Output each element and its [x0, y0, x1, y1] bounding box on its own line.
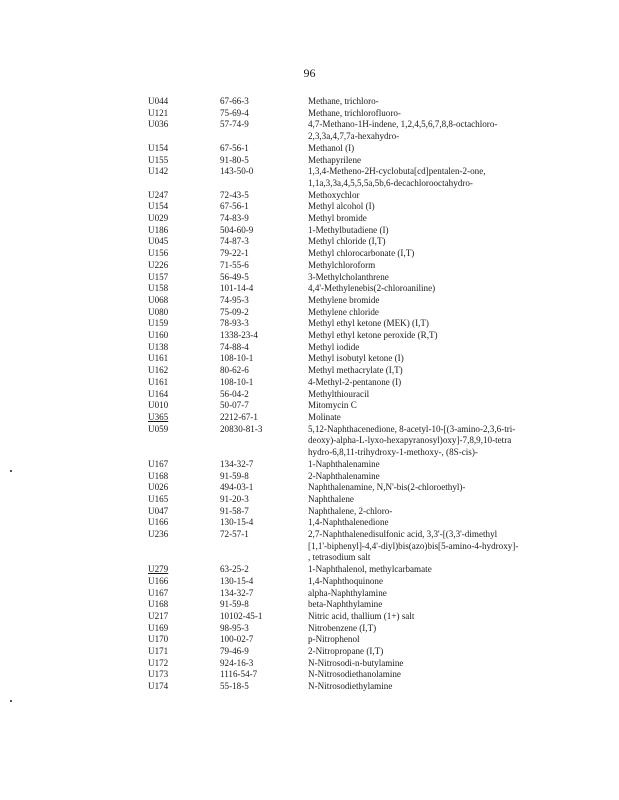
table-row — [148, 611, 548, 623]
substance-name: 2,7-Naphthalenedisulfonic acid, 3,3'-[(3,3'-dimethyl [1,1'-biphenyl]-4,4'-diyl)bis(azo)bis[5-amino-4-hydroxy]- , tetrasodium salt — [308, 529, 519, 563]
cas-number: 101-14-4 — [220, 283, 254, 294]
waste-code: U158 — [148, 283, 169, 294]
substance-name: Methyl isobutyl ketone (I) — [308, 353, 404, 364]
waste-code: U162 — [148, 365, 169, 376]
table-row — [148, 377, 548, 389]
table-row — [148, 236, 548, 248]
waste-code: U168 — [148, 599, 169, 610]
waste-code: U174 — [148, 681, 169, 692]
cas-number: 98-95-3 — [220, 622, 249, 633]
table-row — [148, 307, 548, 319]
cas-number: 75-69-4 — [220, 107, 249, 118]
waste-code: U045 — [148, 236, 169, 247]
cas-number: 91-58-7 — [220, 505, 249, 516]
substance-name: Molinate — [308, 411, 341, 422]
substance-name: Methane, trichloro- — [308, 96, 379, 106]
substance-name: Methyl methacrylate (I,T) — [308, 365, 403, 376]
cas-number: 91-80-5 — [220, 154, 249, 165]
table-row — [148, 248, 548, 260]
substance-name: Nitrobenzene (I,T) — [308, 622, 377, 633]
margin-mark — [10, 470, 12, 472]
cas-number: 72-57-1 — [220, 529, 249, 540]
waste-code: U173 — [148, 669, 169, 680]
cas-number: 74-87-3 — [220, 236, 249, 247]
substance-name: 1-Naphthalenol, methylcarbamate — [308, 564, 432, 575]
table-row — [148, 389, 548, 401]
waste-code: U121 — [148, 107, 169, 118]
cas-number: 1116-54-7 — [220, 669, 258, 680]
substance-name: Methyl ethyl ketone (MEK) (I,T) — [308, 318, 429, 329]
table-row — [148, 529, 548, 564]
cas-number: 50-07-7 — [220, 400, 249, 411]
table-row — [148, 459, 548, 471]
substance-name: Methyl alcohol (I) — [308, 201, 375, 212]
cas-number: 130-15-4 — [220, 517, 254, 528]
waste-code: U172 — [148, 657, 169, 668]
waste-code: U142 — [148, 166, 169, 177]
substance-name: 2-Naphthalenamine — [308, 470, 380, 481]
waste-code: U165 — [148, 493, 169, 504]
cas-number: 56-04-2 — [220, 388, 249, 399]
substance-name: Methanol (I) — [308, 142, 355, 153]
table-row — [148, 681, 548, 693]
substance-name: Mitomycin C — [308, 400, 357, 411]
waste-code: U154 — [148, 142, 169, 153]
waste-code: U167 — [148, 587, 169, 598]
cas-number: 78-93-3 — [220, 318, 249, 329]
table-row — [148, 400, 548, 412]
cas-number: 67-56-1 — [220, 142, 249, 153]
substance-name: 1,3,4-Metheno-2H-cyclobuta[cd]pentalen-2-one, 1,1a,3,3a,4,5,5,5a,5b,6-decachlorooctahydro- — [308, 166, 486, 188]
table-row — [148, 166, 548, 189]
substance-name: 2-Nitropropane (I,T) — [308, 646, 384, 657]
cas-number: 74-83-9 — [220, 213, 249, 224]
table-row — [148, 623, 548, 635]
cas-number: 67-66-3 — [220, 96, 249, 106]
table-row — [148, 646, 548, 658]
table-row — [148, 506, 548, 518]
substance-name: alpha-Naphthylamine — [308, 587, 387, 598]
table-row — [148, 576, 548, 588]
waste-code: U167 — [148, 458, 169, 469]
cas-number: 79-46-9 — [220, 646, 249, 657]
waste-code: U247 — [148, 189, 169, 200]
cas-number: 74-88-4 — [220, 341, 249, 352]
table-row — [148, 494, 548, 506]
substance-name: Naphthalenamine, N,N'-bis(2-chloroethyl)- — [308, 482, 466, 493]
waste-code: U036 — [148, 119, 169, 130]
waste-code: U170 — [148, 634, 169, 645]
cas-number: 79-22-1 — [220, 248, 249, 259]
cas-number: 91-59-8 — [220, 470, 249, 481]
cas-number: 494-03-1 — [220, 482, 254, 493]
cas-number: 504-60-9 — [220, 224, 254, 235]
waste-code: U059 — [148, 423, 169, 434]
table-row — [148, 634, 548, 646]
cas-number: 134-32-7 — [220, 458, 254, 469]
substance-name: Nitric acid, thallium (1+) salt — [308, 610, 415, 621]
waste-code: U155 — [148, 154, 169, 165]
cas-number: 2212-67-1 — [220, 411, 258, 422]
substance-name: Methyl chloride (I,T) — [308, 236, 386, 247]
waste-code: U154 — [148, 201, 169, 212]
waste-code: U068 — [148, 294, 169, 305]
cas-number: 63-25-2 — [220, 564, 249, 575]
waste-code: U029 — [148, 213, 169, 224]
waste-code: U080 — [148, 306, 169, 317]
substance-name: Methyl chlorocarbonate (I,T) — [308, 248, 415, 259]
margin-mark — [10, 700, 12, 702]
waste-code: U159 — [148, 318, 169, 329]
substance-name: Methyl bromide — [308, 213, 367, 224]
table-row — [148, 353, 548, 365]
substance-name: Methyl iodide — [308, 341, 360, 352]
waste-code: U166 — [148, 517, 169, 528]
substance-name: 3-Methylcholanthrene — [308, 271, 389, 282]
cas-number: 143-50-0 — [220, 166, 254, 177]
cas-number: 91-20-3 — [220, 493, 249, 504]
page-number: 96 — [303, 66, 316, 80]
substance-name: 5,12-Naphthacenedione, 8-acetyl-10-[(3-amino-2,3,6-tri- deoxy)-alpha-L-lyxo-hexapyranosyl)oxy]-7,8,9,10-tetra hydro-6,8,11-trihydroxy-1-methoxy-, (8S-cis)- — [308, 423, 516, 458]
table-row — [148, 424, 548, 459]
waste-code: U026 — [148, 482, 169, 493]
substance-name: 1,4-Naphthoquinone — [308, 575, 384, 586]
waste-code: U168 — [148, 470, 169, 481]
table-row — [148, 318, 548, 330]
table-row — [148, 108, 548, 120]
cas-number: 74-95-3 — [220, 294, 249, 305]
table-row — [148, 213, 548, 225]
waste-code-table — [148, 96, 548, 693]
cas-number: 100-02-7 — [220, 634, 254, 645]
waste-code: U365 — [148, 411, 169, 422]
table-row — [148, 564, 548, 576]
waste-code: U169 — [148, 622, 169, 633]
substance-name: N-Nitrosodiethylamine — [308, 681, 393, 692]
substance-name: Methyl ethyl ketone peroxide (R,T) — [308, 330, 438, 341]
cas-number: 108-10-1 — [220, 376, 254, 387]
table-row — [148, 412, 548, 424]
cas-number: 108-10-1 — [220, 353, 254, 364]
waste-code: U166 — [148, 575, 169, 586]
substance-name: Naphthalene, 2-chloro- — [308, 505, 393, 516]
table-row — [148, 482, 548, 494]
waste-code: U044 — [148, 96, 169, 106]
substance-name: beta-Naphthylamine — [308, 599, 383, 610]
substance-name: N-Nitrosodiethanolamine — [308, 669, 401, 680]
cas-number: 75-09-2 — [220, 306, 249, 317]
waste-code: U217 — [148, 610, 169, 621]
table-row — [148, 471, 548, 483]
cas-number: 72-43-5 — [220, 189, 249, 200]
substance-name: 4,4'-Methylenebis(2-chloroaniline) — [308, 283, 436, 294]
waste-code: U226 — [148, 259, 169, 270]
cas-number: 130-15-4 — [220, 575, 254, 586]
substance-name: Methylene chloride — [308, 306, 379, 317]
cas-number: 55-18-5 — [220, 681, 249, 692]
table-row — [148, 225, 548, 237]
waste-code: U047 — [148, 505, 169, 516]
table-row — [148, 669, 548, 681]
cas-number: 80-62-6 — [220, 365, 249, 376]
table-row — [148, 330, 548, 342]
table-row — [148, 342, 548, 354]
waste-code: U161 — [148, 353, 169, 364]
table-row — [148, 260, 548, 272]
substance-name: Methapyrilene — [308, 154, 362, 165]
cas-number: 91-59-8 — [220, 599, 249, 610]
cas-number: 20830-81-3 — [220, 423, 263, 434]
waste-code: U157 — [148, 271, 169, 282]
substance-name: 1-Methylbutadiene (I) — [308, 224, 389, 235]
waste-code: U160 — [148, 330, 169, 341]
table-row — [148, 190, 548, 202]
waste-code: U138 — [148, 341, 169, 352]
table-row — [148, 119, 548, 142]
cas-number: 67-56-1 — [220, 201, 249, 212]
substance-name: Methylchloroform — [308, 259, 376, 270]
cas-number: 924-16-3 — [220, 657, 254, 668]
substance-name: Methane, trichlorofluoro- — [308, 107, 401, 118]
table-row — [148, 658, 548, 670]
waste-code: U236 — [148, 529, 169, 540]
cas-number: 71-55-6 — [220, 259, 249, 270]
table-row — [148, 155, 548, 167]
table-row — [148, 143, 548, 155]
table-row — [148, 599, 548, 611]
cas-number: 134-32-7 — [220, 587, 254, 598]
substance-name: N-Nitrosodi-n-butylamine — [308, 657, 404, 668]
waste-code: U156 — [148, 248, 169, 259]
table-row — [148, 295, 548, 307]
substance-name: Naphthalene — [308, 493, 354, 504]
waste-code: U171 — [148, 646, 169, 657]
substance-name: Methylthiouracil — [308, 388, 370, 399]
table-row — [148, 588, 548, 600]
substance-name: Methoxychlor — [308, 189, 360, 200]
waste-code: U010 — [148, 400, 169, 411]
waste-code: U186 — [148, 224, 169, 235]
cas-number: 56-49-5 — [220, 271, 249, 282]
substance-name: 1-Naphthalenamine — [308, 458, 380, 469]
substance-name: p-Nitrophenol — [308, 634, 360, 645]
substance-name: 1,4-Naphthalenedione — [308, 517, 389, 528]
waste-code: U279 — [148, 564, 169, 575]
cas-number: 10102-45-1 — [220, 610, 263, 621]
substance-name: 4,7-Methano-1H-indene, 1,2,4,5,6,7,8,8-octachloro- 2,3,3a,4,7,7a-hexahydro- — [308, 119, 498, 142]
substance-name: Methylene bromide — [308, 294, 380, 305]
table-row — [148, 517, 548, 529]
table-row — [148, 365, 548, 377]
cas-number: 1338-23-4 — [220, 330, 258, 341]
table-row — [148, 272, 548, 284]
substance-name: 4-Methyl-2-pentanone (I) — [308, 376, 402, 387]
table-row — [148, 201, 548, 213]
table-row — [148, 283, 548, 295]
cas-number: 57-74-9 — [220, 119, 249, 130]
table-row — [148, 96, 548, 108]
waste-code: U161 — [148, 376, 169, 387]
waste-code: U164 — [148, 388, 169, 399]
